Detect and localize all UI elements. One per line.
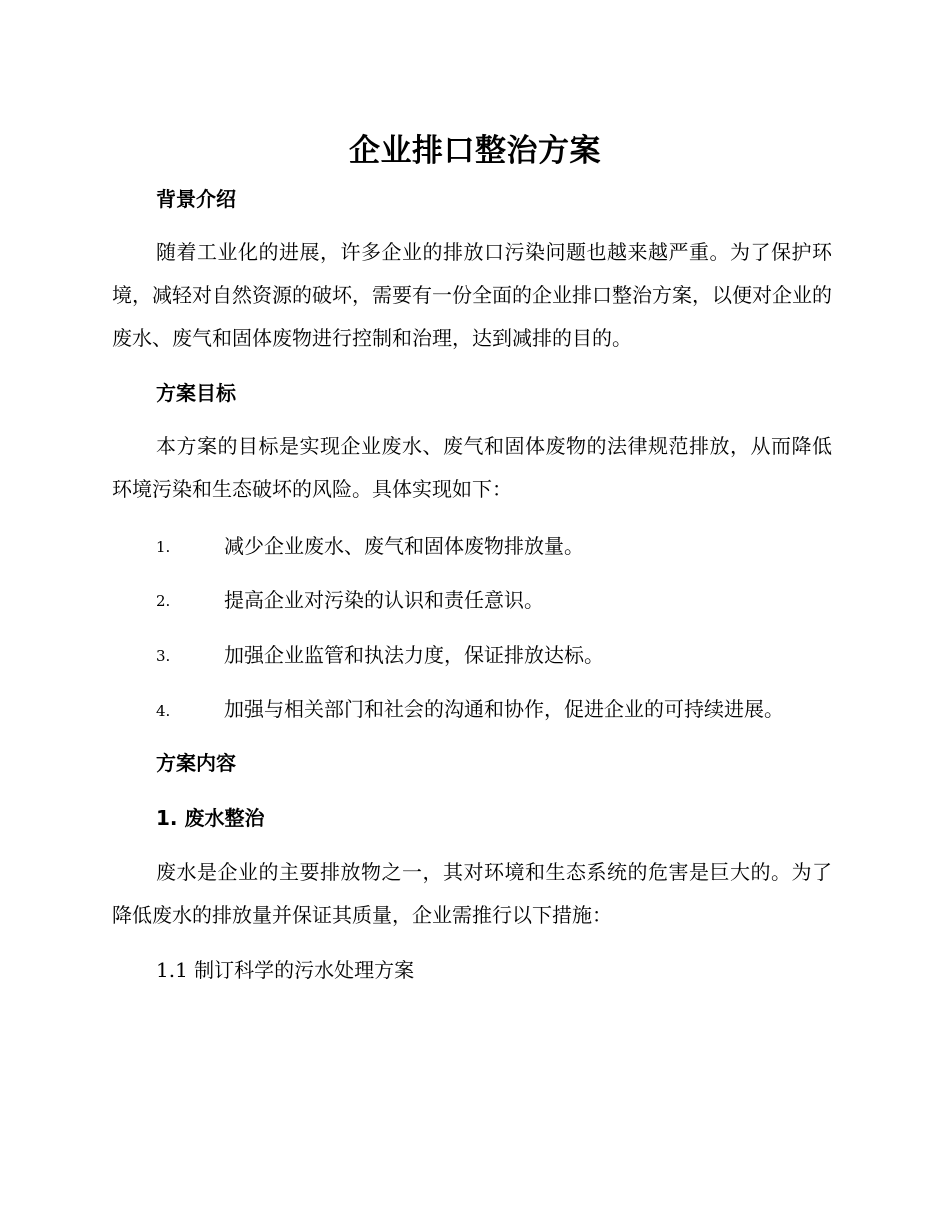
list-item-number: 1. (156, 538, 171, 556)
list-item-number: 2. (156, 592, 171, 610)
wastewater-paragraph: 废水是企业的主要排放物之一，其对环境和生态系统的危害是巨大的。为了降低废水的排放量并保证其质量，企业需推行以下措施： (112, 860, 832, 927)
section-heading-content: 方案内容 (156, 751, 236, 775)
goals-paragraph: 本方案的目标是实现企业废水、废气和固体废物的法律规范排放，从而降低环境污染和生态破坏的风险。具体实现如下： (112, 434, 832, 501)
list-item-text: 加强企业监管和执法力度，保证排放达标。 (224, 643, 604, 667)
list-item-number: 3. (156, 647, 171, 665)
section-heading-goals: 方案目标 (156, 381, 236, 405)
list-item-number: 4. (156, 702, 171, 720)
section-heading-background: 背景介绍 (156, 187, 236, 211)
background-paragraph: 随着工业化的进展，许多企业的排放口污染问题也越来越严重。为了保护环境，减轻对自然资源的破坏，需要有一份全面的企业排口整治方案，以便对企业的废水、废气和固体废物进行控制和治理，达到减排的目的。 (112, 240, 832, 350)
list-item-text: 减少企业废水、废气和固体废物排放量。 (224, 534, 584, 558)
subsection-heading-wastewater: 1. 废水整治 (156, 806, 265, 830)
document-title: 企业排口整治方案 (349, 133, 601, 169)
list-item-text: 加强与相关部门和社会的沟通和协作，促进企业的可持续进展。 (224, 697, 784, 721)
subitem-heading: 1.1 制订科学的污水处理方案 (156, 958, 415, 982)
list-item-text: 提高企业对污染的认识和责任意识。 (224, 588, 544, 612)
